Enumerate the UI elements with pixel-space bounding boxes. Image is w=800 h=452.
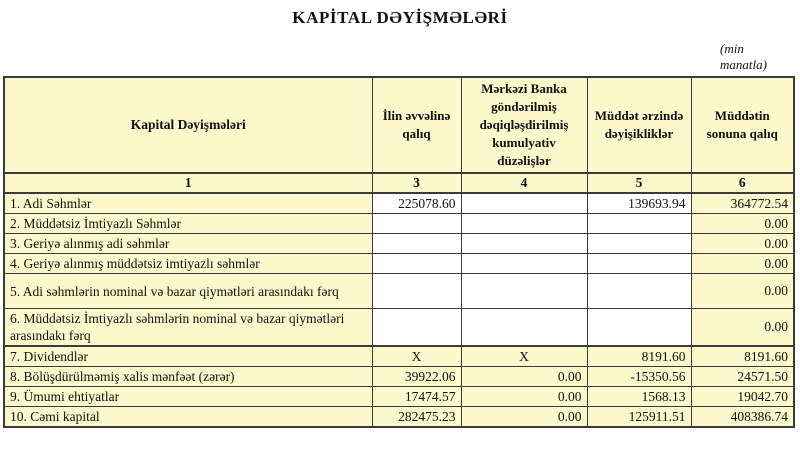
table-row <box>4 346 794 367</box>
table-row <box>4 309 794 347</box>
value-cell <box>587 234 691 254</box>
value-cell: 0.00 <box>691 234 794 254</box>
capital-changes-table <box>3 76 795 428</box>
value-cell <box>461 309 587 347</box>
row-label: 6. Müddətsiz İmtiyazlı səhmlərin nominal və bazar qiymətləri arasındakı fərq <box>4 309 372 347</box>
value-cell: 139693.94 <box>587 193 691 214</box>
value-cell: 8191.60 <box>691 346 794 367</box>
value-cell <box>461 254 587 274</box>
value-cell: 364772.54 <box>691 193 794 214</box>
table-body <box>4 193 794 427</box>
row-label: 4. Geriyə alınmış müddətsiz imtiyazlı səhmlər <box>4 254 372 274</box>
value-cell: 17474.57 <box>372 387 461 407</box>
col-header-kapital-deyismeleri: Kapital Dəyişmələri <box>4 77 372 173</box>
value-cell: X <box>372 346 461 367</box>
row-label: 9. Ümumi ehtiyatlar <box>4 387 372 407</box>
row-label: 1. Adi Səhmlər <box>4 193 372 214</box>
table-row <box>4 193 794 214</box>
row-label: 2. Müddətsiz İmtiyazlı Səhmlər <box>4 214 372 234</box>
value-cell: 0.00 <box>691 274 794 309</box>
col-header-changes-during-period: Müddət ərzində dəyişikliklər <box>587 77 691 173</box>
value-cell <box>587 309 691 347</box>
unit-note <box>720 41 767 73</box>
value-cell <box>587 254 691 274</box>
value-cell <box>461 214 587 234</box>
value-cell: 0.00 <box>691 214 794 234</box>
value-cell: 225078.60 <box>372 193 461 214</box>
col-number-6: 6 <box>691 173 794 193</box>
value-cell: 282475.23 <box>372 407 461 428</box>
row-label: 7. Dividendlər <box>4 346 372 367</box>
value-cell: 408386.74 <box>691 407 794 428</box>
value-cell <box>461 193 587 214</box>
unit-note-line1: (min <box>720 41 744 56</box>
col-header-closing-balance: Müddətin sonuna qalıq <box>691 77 794 173</box>
value-cell <box>372 254 461 274</box>
table-row <box>4 387 794 407</box>
col-number-1: 1 <box>4 173 372 193</box>
row-label: 8. Bölüşdürülməmiş xalis mənfəət (zərər) <box>4 367 372 387</box>
table-row <box>4 274 794 309</box>
value-cell: 0.00 <box>691 254 794 274</box>
value-cell <box>372 234 461 254</box>
table-row <box>4 254 794 274</box>
value-cell <box>587 274 691 309</box>
value-cell: 24571.50 <box>691 367 794 387</box>
col-header-central-bank-cumulative-adjustments: Mərkəzi Banka göndərilmiş dəqiqləşdirilmiş kumulyativ düzəlişlər <box>461 77 587 173</box>
value-cell <box>461 274 587 309</box>
table-row <box>4 367 794 387</box>
row-label: 3. Geriyə alınmış adi səhmlər <box>4 234 372 254</box>
value-cell <box>372 309 461 347</box>
unit-note-line2: manatla) <box>720 57 767 72</box>
col-header-opening-balance: İlin əvvəlinə qalıq <box>372 77 461 173</box>
value-cell <box>372 214 461 234</box>
row-label: 5. Adi səhmlərin nominal və bazar qiymətləri arasındakı fərq <box>4 274 372 309</box>
value-cell: 0.00 <box>461 407 587 428</box>
value-cell <box>372 274 461 309</box>
value-cell: 8191.60 <box>587 346 691 367</box>
value-cell: 0.00 <box>691 309 794 347</box>
value-cell: 1568.13 <box>587 387 691 407</box>
table-row <box>4 407 794 428</box>
value-cell: 39922.06 <box>372 367 461 387</box>
value-cell: 0.00 <box>461 387 587 407</box>
column-number-row <box>4 173 794 193</box>
value-cell: 0.00 <box>461 367 587 387</box>
col-number-3: 3 <box>372 173 461 193</box>
value-cell: -15350.56 <box>587 367 691 387</box>
table-row <box>4 214 794 234</box>
value-cell: 19042.70 <box>691 387 794 407</box>
table-header-row <box>4 77 794 173</box>
col-number-4: 4 <box>461 173 587 193</box>
table-row <box>4 234 794 254</box>
value-cell <box>461 234 587 254</box>
col-number-5: 5 <box>587 173 691 193</box>
value-cell: X <box>461 346 587 367</box>
row-label: 10. Cəmi kapital <box>4 407 372 428</box>
value-cell <box>587 214 691 234</box>
page-title: KAPİTAL DƏYİŞMƏLƏRİ <box>292 8 508 27</box>
value-cell: 125911.51 <box>587 407 691 428</box>
